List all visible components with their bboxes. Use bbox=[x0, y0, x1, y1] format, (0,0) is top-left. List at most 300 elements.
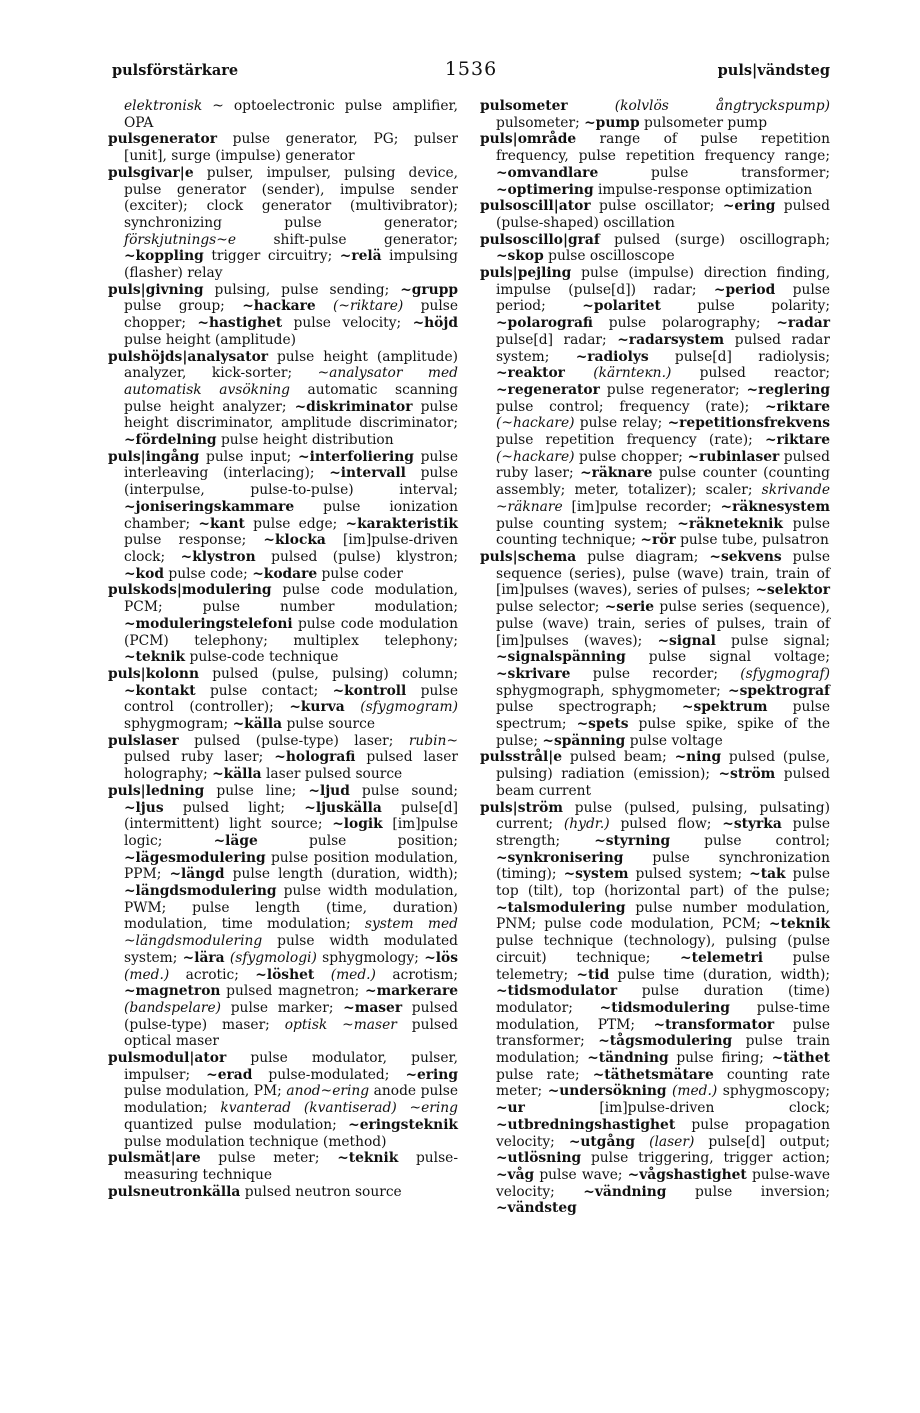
entry-text: pulse duration (time) modulator; bbox=[496, 983, 830, 1016]
entry-italic-text: skrivande ~räknare bbox=[496, 482, 830, 515]
entry-text: pulse modulation, PM; bbox=[124, 1083, 287, 1100]
entry-text: pulsed (pulse, pulsing) radiation (emission); bbox=[496, 749, 830, 783]
entry-text: sphygmograph, sphygmometer; bbox=[496, 682, 729, 699]
entry-headword: ~reglering bbox=[746, 381, 830, 398]
entry-headword: ~löshet bbox=[255, 966, 315, 983]
entry-text: [im]pulse-driven clock; bbox=[124, 532, 458, 565]
entry-headword: ~längdsmodulering bbox=[124, 883, 277, 900]
entry-italic-text: optisk ~maser bbox=[284, 1016, 397, 1033]
entry-headword: ~karakteristik bbox=[345, 515, 458, 532]
entry-text: [im]pulse logic; bbox=[124, 816, 458, 849]
entry-text bbox=[565, 365, 593, 381]
entry-text: pulse oscillator; bbox=[590, 198, 723, 215]
entry-headword: ~diskriminator bbox=[294, 398, 413, 415]
entry-headword: ~rör bbox=[640, 532, 676, 549]
entry-text: pulse voltage bbox=[625, 732, 723, 749]
entry-text: pulse time (duration, width); bbox=[609, 966, 830, 983]
entry-text: pulse interleaving (interlacing); bbox=[124, 448, 458, 482]
entry-text: pulse telemetry; bbox=[496, 949, 830, 983]
entry-headword: ~ering bbox=[405, 1066, 458, 1083]
entry-headword: ~koppling bbox=[124, 248, 204, 265]
entry-headword: puls|schema bbox=[480, 548, 577, 565]
entry-italic-text: rubin~ bbox=[408, 732, 458, 749]
entry-headword: ~rubinlaser bbox=[687, 448, 780, 465]
dictionary-entry bbox=[480, 265, 830, 549]
entry-text: pulsing, pulse sending; bbox=[203, 281, 401, 298]
entry-italic-text: anod~ering bbox=[286, 1083, 370, 1100]
dictionary-entry bbox=[108, 349, 458, 449]
entry-text: pulsed laser holography; bbox=[124, 749, 458, 783]
entry-text: pulse sound; bbox=[349, 782, 458, 799]
entry-headword: puls|pejling bbox=[480, 265, 572, 282]
entry-text: pulse counting technique; bbox=[496, 515, 830, 549]
entry-headword: puls|ingång bbox=[108, 448, 200, 465]
entry-headword: ~kod bbox=[124, 565, 164, 582]
entry-italic-text: förskjutnings~e bbox=[124, 231, 236, 248]
entry-headword: ~hastighet bbox=[197, 315, 283, 332]
entry-headword: ~längd bbox=[169, 866, 225, 883]
entry-italic-text: (~hackare) bbox=[496, 415, 575, 432]
entry-text: pulse wave; bbox=[534, 1167, 628, 1183]
entry-headword: ~riktare bbox=[765, 432, 830, 449]
entry-headword: ~tidsmodulator bbox=[496, 983, 618, 1000]
entry-text: pulse length (duration, width); bbox=[224, 866, 458, 883]
entry-headword: ~teknik bbox=[124, 649, 186, 666]
entry-text: pulsometer pump bbox=[639, 114, 768, 131]
entry-text: pulse[d] radar; bbox=[496, 331, 618, 348]
dictionary-entry bbox=[108, 98, 458, 131]
dictionary-entry bbox=[108, 1050, 458, 1150]
entry-text bbox=[314, 967, 330, 983]
entry-text: sphygmogram; bbox=[124, 716, 233, 733]
entry-text: pulse-modulated; bbox=[252, 1066, 406, 1083]
entry-headword: ~vändsteg bbox=[496, 1200, 577, 1217]
entry-headword: ~skrivare bbox=[496, 665, 571, 682]
entry-text: pulse transformer; bbox=[598, 164, 830, 181]
entry-text: pulse control; frequency (rate); bbox=[496, 398, 765, 415]
entry-text: pulse generator, PG; pulser [unit], surge (impulse) generator bbox=[124, 131, 458, 165]
entry-text: pulsed ruby laser; bbox=[124, 749, 275, 766]
entry-text: pulse width modulation, PWM; pulse length (time, duration) modulation, time modulation; bbox=[124, 883, 458, 933]
entry-text: pulsed magnetron; bbox=[220, 983, 366, 1000]
entry-text: sphygmoscopy; bbox=[717, 1083, 830, 1100]
entry-text: pulse polarography; bbox=[592, 315, 777, 332]
entry-headword: pulsmodul|ator bbox=[108, 1050, 227, 1067]
entry-text: pulse rate; bbox=[496, 1066, 593, 1083]
entry-text: acrotism; bbox=[375, 966, 458, 983]
entry-text: pulse response; bbox=[124, 532, 264, 549]
entry-text: pulser, impulser, pulsing device, pulse generator (sender), impulse sender (exciter); clock generator (multivibrator); synchronizing pulse generator; bbox=[124, 164, 458, 231]
dictionary-entry bbox=[480, 232, 830, 265]
entry-italic-text: (bandspelare) bbox=[124, 999, 222, 1016]
entry-headword: ~sekvens bbox=[709, 548, 782, 565]
entry-text: pulse synchronization (timing); bbox=[496, 849, 830, 883]
entry-headword: ~utbredningshastighet bbox=[496, 1116, 676, 1133]
entry-text: impulse-response optimization bbox=[593, 181, 813, 198]
entry-text: pulse transformer; bbox=[496, 1016, 830, 1050]
entry-headword: ~ering bbox=[722, 198, 776, 215]
entry-italic-text: (~hackare) bbox=[496, 448, 575, 465]
entry-headword: ~räknare bbox=[580, 465, 653, 482]
entry-headword: ~vändning bbox=[583, 1183, 667, 1200]
entry-text: pulse line; bbox=[204, 782, 309, 799]
entry-headword: pulsgenerator bbox=[108, 131, 217, 148]
entry-headword: ~höjd bbox=[412, 315, 458, 332]
entry-text: pulse modulation technique (method) bbox=[124, 1133, 387, 1150]
entry-headword: ~täthet bbox=[771, 1050, 830, 1067]
entry-italic-text: kvanterad (kvantiserad) ~ering bbox=[220, 1100, 458, 1117]
entry-text: pulse-code technique bbox=[185, 649, 339, 666]
dictionary-entry bbox=[108, 1184, 458, 1201]
entry-text: pulse spike, spike of the pulse; bbox=[496, 716, 830, 749]
entry-text: pulse inversion; bbox=[666, 1183, 830, 1200]
entry-italic-text: (med.) bbox=[330, 966, 376, 983]
entry-headword: ~lägesmodulering bbox=[124, 849, 266, 866]
entry-text: pulse ionization chamber; bbox=[124, 498, 458, 532]
entry-headword: ~klystron bbox=[180, 548, 256, 565]
entry-text: automatic scanning pulse height analyzer; bbox=[124, 381, 458, 415]
entry-text: pulse counter (counting assembly; meter, totalizer); scaler; bbox=[496, 465, 830, 499]
entry-headword: ~grupp bbox=[400, 281, 458, 298]
entry-headword: pulsstrål|e bbox=[480, 749, 563, 766]
entry-headword: ~kontakt bbox=[124, 682, 196, 699]
entry-italic-text: system med ~längdsmodulering bbox=[124, 916, 459, 950]
entry-text: pulse chopper; bbox=[574, 448, 688, 465]
dictionary-entry bbox=[108, 1150, 458, 1183]
entry-italic-text: (kärnteкn.) bbox=[593, 365, 672, 382]
entry-text: pulse-wave velocity; bbox=[496, 1167, 830, 1200]
entry-headword: ~talsmodulering bbox=[496, 899, 626, 916]
entry-text: pulsed (pulse-type) maser; bbox=[124, 999, 458, 1033]
entry-text: pulse firing; bbox=[668, 1050, 772, 1067]
entry-text: pulse regenerator; bbox=[599, 381, 747, 398]
dictionary-entry bbox=[480, 98, 830, 131]
entry-headword: ~täthetsmätare bbox=[592, 1066, 714, 1083]
dictionary-entry bbox=[480, 198, 830, 231]
entry-headword: ~radarsystem bbox=[617, 331, 725, 348]
entry-headword: ~läge bbox=[213, 832, 258, 849]
entry-text: pulse top (tilt), top (horizontal part) of the pulse; bbox=[496, 866, 830, 900]
entry-headword: ~vågshastighet bbox=[627, 1167, 747, 1183]
entry-text: pulsed (pulse-shaped) oscillation bbox=[496, 198, 830, 231]
entry-text: pulse height discriminator, amplitude discriminator; bbox=[124, 398, 458, 432]
entry-text: pulse propagation velocity; bbox=[496, 1116, 830, 1150]
entry-headword: ~spektrograf bbox=[728, 682, 830, 699]
entry-headword: ~omvandlare bbox=[496, 164, 599, 181]
entry-text: pulse marker; bbox=[221, 999, 344, 1016]
entry-italic-text: (sfygmograf) bbox=[740, 665, 830, 682]
entry-text: pulse spectrum; bbox=[496, 699, 831, 733]
entry-text: shift-pulse generator; bbox=[235, 231, 458, 248]
entry-headword: ~regenerator bbox=[496, 381, 600, 398]
entry-text: pulse triggering, trigger action; bbox=[581, 1150, 830, 1167]
entry-text: ~ optoelectronic pulse amplifier, OPA bbox=[124, 98, 458, 131]
entry-headword: ~lära bbox=[182, 949, 225, 966]
entry-text bbox=[345, 699, 361, 715]
entry-text: pulse code; bbox=[163, 565, 253, 582]
entry-headword: ~ljuskälla bbox=[304, 799, 382, 816]
dictionary-entry bbox=[108, 666, 458, 733]
entry-headword: puls|ström bbox=[480, 799, 563, 816]
entry-text bbox=[568, 98, 615, 114]
entry-text: pulsed system; bbox=[628, 866, 750, 883]
entry-text: pulse spectrograph; bbox=[496, 699, 682, 716]
entry-headword: ~optimering bbox=[496, 181, 594, 198]
entry-headword: ~ljus bbox=[124, 799, 164, 816]
entry-text: acrotic; bbox=[169, 966, 256, 983]
entry-headword: ~ström bbox=[718, 766, 776, 783]
entry-text: pulse input; bbox=[199, 448, 299, 465]
entry-headword: ~period bbox=[713, 281, 776, 298]
entry-italic-text: (hydr.) bbox=[563, 816, 610, 833]
entry-headword: ~räknesystem bbox=[720, 498, 830, 515]
entry-headword: pulskods|modulering bbox=[108, 582, 272, 599]
entry-text: pulse number modulation, PNM; pulse code modulation, PCM; bbox=[496, 899, 830, 933]
entry-text: pulse height distribution bbox=[216, 432, 394, 449]
entry-headword: ~markerare bbox=[365, 983, 458, 1000]
entry-headword: ~teknik bbox=[768, 916, 830, 933]
entry-text: pulse selector; bbox=[496, 599, 605, 616]
entry-headword: pulsometer bbox=[480, 98, 568, 114]
entry-headword: puls|område bbox=[480, 131, 577, 148]
entry-text: pulsed light; bbox=[163, 799, 305, 816]
entry-headword: pulslaser bbox=[108, 732, 179, 749]
entry-headword: puls|ledning bbox=[108, 782, 205, 799]
entry-text: pulsed beam current bbox=[496, 766, 830, 799]
entry-text: pulse[d] radiolysis; bbox=[648, 348, 831, 365]
entry-italic-text: (sfygmogram) bbox=[360, 699, 459, 716]
entry-headword: ~undersökning bbox=[547, 1083, 667, 1100]
entry-headword: ~fördelning bbox=[124, 432, 217, 449]
entry-headword: ~ning bbox=[674, 749, 722, 766]
entry-headword: ~maser bbox=[343, 999, 403, 1016]
entry-text: pulse (impulse) direction finding, impulse (pulse[d]) radar; bbox=[496, 265, 830, 298]
entry-text: pulse contact; bbox=[195, 682, 333, 699]
entry-text: pulse width modulated system; bbox=[124, 933, 458, 966]
entry-headword: pulsmät|are bbox=[108, 1150, 201, 1167]
entry-headword: ~repetitionsfrekvens bbox=[667, 415, 830, 432]
entry-headword: ~utgång bbox=[568, 1133, 636, 1150]
entry-text: pulsed (surge) oscillograph; bbox=[599, 231, 830, 248]
entry-headword: ~spektrum bbox=[681, 699, 768, 716]
entry-text: pulse modulator, pulser, impulser; bbox=[124, 1050, 458, 1083]
entry-text: pulsed (pulse-type) laser; bbox=[178, 732, 409, 749]
entry-headword: ~klocka bbox=[263, 532, 326, 549]
entry-headword: ~radiolys bbox=[575, 348, 649, 365]
entry-text: pulse height (amplitude) bbox=[124, 331, 297, 348]
entry-headword: ~lös bbox=[424, 949, 458, 966]
entry-headword: pulsoscillo|graf bbox=[480, 231, 600, 248]
entry-headword: ~polaritet bbox=[582, 298, 661, 315]
entry-text: pulse-time modulation, PTM; bbox=[496, 999, 830, 1033]
entry-text: pulse source bbox=[282, 716, 375, 733]
entry-text: [im]pulse-driven clock; bbox=[524, 1100, 830, 1117]
entry-text: laser pulsed source bbox=[261, 766, 403, 783]
entry-text: pulse recorder; bbox=[570, 665, 741, 682]
entry-headword: ~intervall bbox=[329, 465, 406, 482]
entry-headword: pulshöjds|analysator bbox=[108, 348, 269, 365]
entry-headword: ~erad bbox=[206, 1066, 253, 1083]
entry-headword: ~våg bbox=[496, 1167, 535, 1183]
page-header bbox=[112, 58, 830, 86]
dictionary-entry bbox=[108, 282, 458, 349]
entry-text: pulse period; bbox=[496, 281, 831, 315]
dictionary-entry bbox=[108, 131, 458, 164]
entry-text: pulse group; bbox=[124, 298, 243, 315]
dictionary-entry bbox=[108, 165, 458, 282]
entry-headword: ~ljud bbox=[308, 782, 350, 799]
entry-headword: pulsneutronkälla bbox=[108, 1183, 241, 1200]
entry-headword: ~selektor bbox=[755, 582, 830, 599]
entry-headword: ~holografi bbox=[274, 749, 356, 766]
entry-headword: ~system bbox=[563, 866, 629, 883]
right-column bbox=[480, 98, 830, 1217]
entry-headword: ~skop bbox=[496, 248, 544, 265]
entry-text: pulsed ruby laser; bbox=[496, 448, 831, 482]
entry-text: pulse (interpulse, pulse-to-pulse) interval; bbox=[124, 465, 458, 499]
entry-text: pulse tube, pulsatron bbox=[675, 532, 829, 549]
entry-text: pulse relay; bbox=[574, 415, 668, 432]
entry-text: pulse position modulation, PPM; bbox=[124, 849, 458, 883]
entry-headword: ~spänning bbox=[542, 732, 626, 749]
entry-headword: ~moduleringstelefoni bbox=[124, 615, 293, 632]
entry-text: pulse strength; bbox=[496, 816, 830, 849]
entry-text: pulse oscilloscope bbox=[543, 248, 675, 265]
entry-text bbox=[635, 1134, 649, 1150]
entry-headword: ~hackare bbox=[242, 298, 316, 315]
entry-italic-text: (sfygmologi) bbox=[229, 949, 317, 966]
entry-headword: ~transformator bbox=[653, 1016, 775, 1033]
entry-italic-text: elektronisk bbox=[124, 98, 203, 114]
entry-text: pulse position; bbox=[257, 832, 459, 849]
entry-text: pulse signal; bbox=[715, 632, 830, 649]
entry-text: quantized pulse modulation; bbox=[124, 1116, 349, 1133]
entry-text: pulse polarity; bbox=[660, 298, 830, 315]
entry-text: pulse series (sequence), pulse (wave) train, series of pulses, train of [im]pulses (waves); bbox=[496, 599, 831, 649]
dictionary-entry bbox=[108, 582, 458, 666]
entry-headword: ~tidsmodulering bbox=[599, 999, 730, 1016]
entry-headword: ~ur bbox=[496, 1100, 525, 1117]
entry-text: pulse velocity; bbox=[282, 315, 413, 332]
entry-headword: puls|givning bbox=[108, 281, 204, 298]
entry-text: impulsing (flasher) relay bbox=[124, 248, 458, 282]
entry-italic-text: (med.) bbox=[672, 1083, 718, 1100]
entry-headword: pulsgivar|e bbox=[108, 164, 194, 181]
dictionary-entry bbox=[480, 131, 830, 198]
entry-headword: ~eringsteknik bbox=[348, 1116, 458, 1133]
entry-text: counting rate meter; bbox=[496, 1066, 831, 1100]
left-running-headword: pulsförstärkare bbox=[112, 62, 239, 79]
entry-italic-text: (med.) bbox=[124, 966, 170, 983]
dictionary-entry bbox=[480, 800, 830, 1218]
entry-headword: ~signalspänning bbox=[496, 649, 626, 666]
entry-headword: ~källa bbox=[232, 716, 283, 733]
entry-text: pulsed radar system; bbox=[496, 331, 830, 365]
entry-headword: ~styrka bbox=[722, 816, 782, 833]
entry-headword: ~logik bbox=[332, 816, 383, 833]
entry-headword: ~spets bbox=[576, 716, 629, 733]
entry-text: pulse height (amplitude) analyzer, kick-sorter; bbox=[124, 348, 458, 382]
entry-headword: ~tid bbox=[576, 966, 610, 983]
entry-headword: puls|kolonn bbox=[108, 665, 199, 682]
dictionary-entry bbox=[108, 733, 458, 783]
entry-headword: pulsoscill|ator bbox=[480, 198, 591, 215]
entry-text bbox=[316, 298, 333, 314]
entry-text: pulsed optical maser bbox=[124, 1016, 458, 1050]
dictionary-entry bbox=[480, 749, 830, 799]
left-column bbox=[108, 98, 458, 1200]
entry-headword: ~tändning bbox=[587, 1050, 669, 1067]
entry-headword: ~kant bbox=[198, 515, 245, 532]
entry-headword: ~kodare bbox=[252, 565, 318, 582]
entry-headword: ~relä bbox=[339, 248, 382, 265]
entry-text: trigger circuitry; bbox=[203, 248, 340, 265]
entry-headword: ~synkronisering bbox=[496, 849, 624, 866]
entry-text: pulse counting system; bbox=[496, 515, 678, 532]
entry-headword: ~utlösning bbox=[496, 1150, 582, 1167]
entry-text: pulsed neutron source bbox=[240, 1183, 402, 1200]
entry-text: pulse[d] (intermittent) light source; bbox=[124, 799, 458, 833]
entry-headword: ~kurva bbox=[289, 699, 345, 716]
entry-text: pulse code modulation, PCM; pulse number modulation; bbox=[124, 582, 458, 616]
entry-headword: ~styrning bbox=[594, 832, 671, 849]
entry-headword: ~tak bbox=[749, 866, 786, 883]
entry-headword: ~kontroll bbox=[332, 682, 407, 699]
entry-headword: ~riktare bbox=[765, 398, 830, 415]
entry-text: pulse (pulsed, pulsing, pulsating) current; bbox=[496, 799, 830, 833]
entry-text: pulsed beam; bbox=[562, 749, 675, 766]
entry-text: pulse meter; bbox=[200, 1150, 338, 1167]
entry-text: pulse chopper; bbox=[124, 298, 458, 332]
entry-italic-text: ~analysator med automatisk avsökning bbox=[124, 365, 458, 398]
entry-headword: ~räkneteknik bbox=[677, 515, 783, 532]
entry-headword: ~radar bbox=[776, 315, 830, 332]
entry-text: pulse diagram; bbox=[576, 548, 710, 565]
entry-italic-text: (~riktare) bbox=[333, 298, 404, 315]
entry-text: pulsometer; bbox=[496, 114, 585, 131]
entry-text: pulsed reactor; bbox=[671, 365, 830, 382]
entry-headword: ~telemetri bbox=[680, 949, 764, 966]
entry-text: pulse signal voltage; bbox=[625, 649, 830, 666]
entry-headword: ~joniseringskammare bbox=[124, 498, 295, 515]
entry-headword: ~serie bbox=[604, 599, 655, 616]
right-running-headword: puls|vändsteg bbox=[717, 62, 830, 79]
entry-headword: ~interfoliering bbox=[298, 448, 414, 465]
entry-text: range of pulse repetition frequency, pulse repetition frequency range; bbox=[496, 131, 830, 165]
entry-headword: ~tågsmodulering bbox=[598, 1033, 733, 1050]
entry-text: pulse code modulation (PCM) telephony; multiplex telephony; bbox=[124, 615, 458, 649]
entry-headword: ~teknik bbox=[337, 1150, 399, 1167]
entry-text: anode pulse modulation; bbox=[124, 1083, 458, 1117]
entry-text: pulse[d] output; bbox=[694, 1133, 830, 1150]
dictionary-entry bbox=[108, 449, 458, 583]
entry-text: pulse technique (technology), pulsing (pulse circuit) technique; bbox=[496, 933, 830, 966]
entry-italic-text: (laser) bbox=[649, 1133, 695, 1150]
dictionary-entry bbox=[480, 549, 830, 749]
entry-headword: ~reaktor bbox=[496, 365, 565, 382]
entry-text: pulse repetition frequency (rate); bbox=[496, 432, 765, 449]
entry-text: pulse edge; bbox=[244, 515, 346, 532]
entry-text: pulsed (pulse, pulsing) column; bbox=[198, 665, 458, 682]
entry-headword: ~signal bbox=[657, 632, 716, 649]
entry-text: pulse coder bbox=[317, 565, 403, 582]
entry-text: [im]pulse recorder; bbox=[562, 498, 721, 515]
entry-text: sphygmology; bbox=[316, 949, 425, 966]
entry-text: pulse train modulation; bbox=[496, 1033, 831, 1067]
entry-text: pulsed flow; bbox=[609, 816, 723, 833]
entry-text: pulse-measuring technique bbox=[124, 1150, 458, 1183]
entry-text: pulsed (pulse) klystron; bbox=[255, 548, 458, 565]
